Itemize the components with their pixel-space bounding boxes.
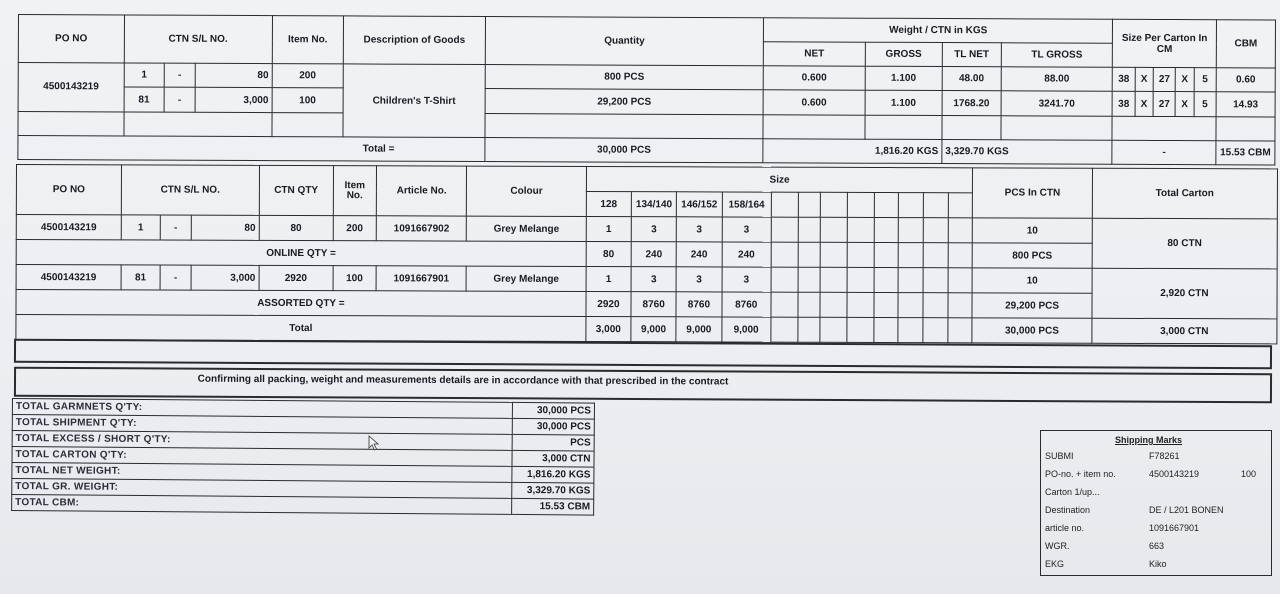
qty-cell: 8760 <box>631 292 676 317</box>
ratio-cell: 3 <box>631 267 676 292</box>
total-label: TOTAL EXCESS / SHORT Q'TY: <box>12 431 512 451</box>
size-x: X <box>1176 68 1194 92</box>
ratio-cell: 3 <box>676 217 721 242</box>
ratio-cell: 3 <box>722 217 771 242</box>
shipping-value: DE / L201 BONEN <box>1149 505 1224 515</box>
qty-cell: 8760 <box>676 292 721 317</box>
po-number: 4500143219 <box>18 63 124 112</box>
size-height: 5 <box>1194 68 1216 92</box>
qty-cell: 240 <box>722 242 771 267</box>
row-gross: 1.100 <box>865 67 942 91</box>
total-cbm: 15.53 CBM <box>1216 141 1275 165</box>
ctn-from: 1 <box>124 63 165 87</box>
total-label: TOTAL GR. WEIGHT: <box>12 479 512 499</box>
grand-total-pcs: 30,000 PCS <box>972 318 1091 343</box>
shipping-row <box>1045 523 1267 538</box>
ratio-cell: 3 <box>676 267 721 292</box>
pcs-total: 800 PCS <box>973 243 1092 268</box>
total-label: TOTAL CBM: <box>12 495 512 515</box>
total-value: PCS <box>512 434 594 451</box>
shipping-value: F78261 <box>1149 451 1180 461</box>
row-quantity: 800 PCS <box>485 65 763 90</box>
qty-cell: 240 <box>676 242 721 267</box>
confirmation-text: Confirming all packing, weight and measurements details are in accordance with that prescribed in the contract <box>197 373 729 388</box>
item-no: 100 <box>333 266 376 291</box>
header-ctn-sl-no: CTN S/L NO. <box>124 15 272 64</box>
header-item-no: Item No. <box>272 16 343 65</box>
mouse-cursor-icon <box>368 435 380 451</box>
shipping-row <box>1045 451 1267 466</box>
ctn-qty: 2920 <box>259 265 333 290</box>
total-qty-cell: 9,000 <box>631 317 676 342</box>
header-pcs-in-ctn: PCS In CTN <box>973 168 1092 218</box>
total-value: 3,329.70 KGS <box>512 482 594 499</box>
header-quantity: Quantity <box>485 17 763 67</box>
total-dot: - <box>1112 140 1216 165</box>
shipping-key: SUBMI <box>1045 451 1074 461</box>
ctn-to: 80 <box>195 64 272 88</box>
header-description: Description of Goods <box>343 16 485 65</box>
qty-cell: 80 <box>586 241 631 266</box>
header-tl-net: TL NET <box>942 43 1001 67</box>
item-no: 100 <box>272 88 343 112</box>
ratio-cell: 3 <box>631 217 676 242</box>
ctn-qty: 80 <box>259 215 333 240</box>
ctn-from: 1 <box>121 215 160 240</box>
ctn-to: 80 <box>191 215 259 240</box>
header-total-carton: Total Carton <box>1092 168 1277 219</box>
weight-measurement-table <box>17 14 1276 165</box>
header-ctn-sl-no: CTN S/L NO. <box>121 165 259 215</box>
total-carton: 80 CTN <box>1092 218 1277 269</box>
grand-total-carton: 3,000 CTN <box>1092 318 1277 344</box>
shipping-row <box>1045 559 1267 574</box>
total-value: 30,000 PCS <box>512 402 594 419</box>
pcs-total: 29,200 PCS <box>972 293 1091 318</box>
header-weight: Weight / CTN in KGS <box>764 18 1113 44</box>
item-no: 200 <box>272 64 343 88</box>
shipping-value: 4500143219 <box>1149 469 1200 479</box>
row-gross: 1.100 <box>865 91 942 115</box>
colour: Grey Melange <box>467 266 586 291</box>
total-carton: 2,920 CTN <box>1092 268 1277 319</box>
header-ctn-qty: CTN QTY <box>259 165 333 215</box>
size-width: 27 <box>1153 68 1175 92</box>
pcs-in-ctn: 10 <box>972 268 1091 293</box>
shipping-key: EKG <box>1045 559 1065 569</box>
shipping-marks-title: Shipping Marks <box>1115 435 1183 445</box>
total-label: Total = <box>18 135 485 161</box>
row-cbm: 0.60 <box>1216 68 1275 92</box>
ctn-dash: - <box>160 265 191 290</box>
grand-total-label: Total <box>16 315 586 342</box>
total-tl-gross: 3,329.70 KGS <box>942 139 1113 164</box>
online-qty-label: ONLINE QTY = <box>16 240 586 267</box>
ctn-dash: - <box>160 215 191 240</box>
total-row <box>12 495 594 516</box>
header-item-no: Item No. <box>333 166 376 216</box>
size-col: 146/152 <box>677 192 722 217</box>
total-label: TOTAL SHIPMENT Q'TY: <box>12 415 512 435</box>
shipping-key: PO-no. + item no. <box>1045 469 1116 479</box>
shipping-value-extra: 100 <box>1241 469 1257 479</box>
shipping-key: Destination <box>1045 505 1091 515</box>
header-size-per-carton: Size Per Carton In CM <box>1113 19 1217 68</box>
header-colour: Colour <box>467 166 586 216</box>
total-label: TOTAL GARMNETS Q'TY: <box>12 399 512 419</box>
ctn-dash: - <box>164 88 195 112</box>
total-value: 15.53 CBM <box>512 498 594 515</box>
header-net: NET <box>763 42 865 67</box>
ratio-cell: 1 <box>586 266 631 291</box>
total-quantity: 30,000 PCS <box>485 137 763 162</box>
colour: Grey Melange <box>467 216 586 241</box>
shipping-key: Carton 1/up... <box>1045 487 1100 497</box>
ctn-to: 3,000 <box>191 265 259 290</box>
size-col: 128 <box>586 191 631 216</box>
ctn-dash: - <box>164 63 195 87</box>
total-value: 30,000 PCS <box>512 418 594 435</box>
shipping-row <box>1045 469 1267 484</box>
row-quantity: 29,200 PCS <box>485 89 763 114</box>
size-x: X <box>1175 92 1193 116</box>
header-po-no: PO NO <box>18 15 124 64</box>
shipping-value: 1091667901 <box>1149 523 1200 533</box>
article-no: 1091667901 <box>376 266 467 291</box>
shipping-row <box>1045 487 1267 502</box>
shipping-value: 663 <box>1149 541 1165 551</box>
header-cbm: CBM <box>1216 20 1275 69</box>
shipping-value: Kiko <box>1149 559 1167 569</box>
row-cbm: 14.93 <box>1216 92 1275 116</box>
ctn-to: 3,000 <box>195 88 272 112</box>
header-po-no: PO NO <box>16 165 121 215</box>
total-qty-cell: 9,000 <box>676 317 721 342</box>
article-no: 1091667902 <box>376 216 467 241</box>
row-net: 0.600 <box>763 90 865 115</box>
po-number: 4500143219 <box>16 265 121 290</box>
size-x: X <box>1135 68 1153 92</box>
header-tl-gross: TL GROSS <box>1001 43 1113 68</box>
summary-totals-table <box>11 398 595 516</box>
total-qty-cell: 3,000 <box>586 316 631 341</box>
row-tl-net: 1768.20 <box>942 91 1001 115</box>
total-tl-net: 1,816.20 KGS <box>763 139 942 164</box>
total-label: TOTAL CARTON Q'TY: <box>12 447 512 467</box>
total-value: 1,816.20 KGS <box>512 466 594 483</box>
size-col: 134/140 <box>631 192 676 217</box>
ratio-cell: 1 <box>586 216 631 241</box>
size-length: 38 <box>1113 92 1135 116</box>
size-height: 5 <box>1194 92 1216 116</box>
header-size: Size <box>586 166 973 192</box>
total-value: 3,000 CTN <box>512 450 594 467</box>
qty-cell: 8760 <box>721 292 770 317</box>
shipping-row <box>1045 505 1267 520</box>
shipping-row <box>1045 541 1267 556</box>
shipping-key: article no. <box>1045 523 1085 533</box>
size-x: X <box>1135 92 1153 116</box>
confirmation-box <box>14 367 1272 404</box>
qty-cell: 2920 <box>586 291 631 316</box>
item-no: 200 <box>333 216 376 241</box>
row-tl-gross: 88.00 <box>1001 67 1113 92</box>
assorted-qty-label: ASSORTED QTY = <box>16 290 586 317</box>
shipping-marks-box <box>1040 430 1272 576</box>
row-net: 0.600 <box>763 66 865 91</box>
pcs-in-ctn: 10 <box>973 218 1092 243</box>
total-label: TOTAL NET WEIGHT: <box>12 463 512 483</box>
row-tl-gross: 3241.70 <box>1001 91 1113 116</box>
ctn-from: 81 <box>124 87 165 111</box>
header-article-no: Article No. <box>376 166 467 216</box>
ratio-cell: 3 <box>722 267 771 292</box>
qty-cell: 240 <box>631 242 676 267</box>
ctn-from: 81 <box>121 265 160 290</box>
row-tl-net: 48.00 <box>942 67 1001 91</box>
size-width: 27 <box>1153 92 1175 116</box>
size-length: 38 <box>1113 68 1135 92</box>
header-gross: GROSS <box>865 42 942 66</box>
assortment-table <box>15 164 1278 344</box>
shipping-key: WGR. <box>1045 541 1070 551</box>
total-qty-cell: 9,000 <box>721 317 770 342</box>
goods-description: Children's T-Shirt <box>343 64 485 137</box>
po-number: 4500143219 <box>16 215 121 240</box>
size-col: 158/164 <box>722 192 771 217</box>
